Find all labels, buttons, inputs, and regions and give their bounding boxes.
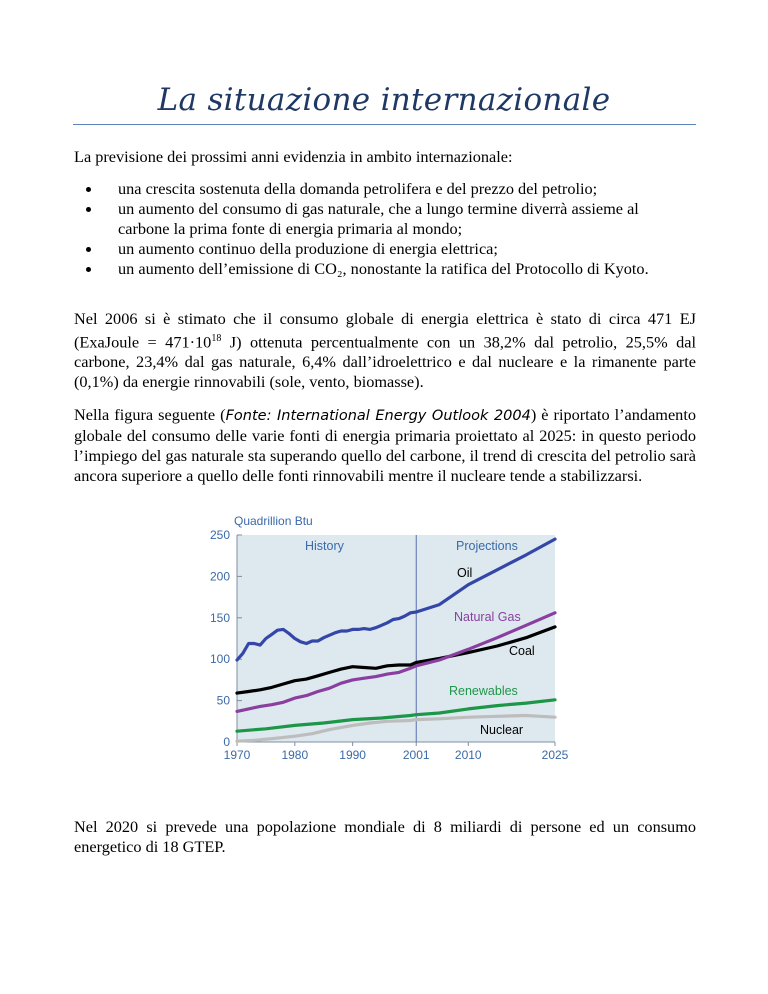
paragraph-consumo-2006	[74, 309, 696, 392]
y-axis-label: Quadrillion Btu	[234, 514, 313, 528]
paragraph-figura	[74, 405, 696, 486]
x-tick-label: 1990	[339, 748, 366, 762]
bullet-dot	[86, 267, 91, 272]
paragraph-text: J) ottenuta percentualmente con un 38,2% dal petrolio, 25,5% dal carbone, 23,4% dal gas naturale, 6,4% dall’idroelettrico e dal nucleare e la rimanente parte (0,1%) da energie rinnovabili (sole, vento, biomasse).	[74, 332, 696, 392]
list-item-text: un aumento dell’emissione di CO₂, nonostante la ratifica del Protocollo di Kyoto.	[118, 259, 649, 278]
list-item	[74, 179, 674, 199]
bullet-dot	[86, 207, 91, 212]
series-label-renewables: Renewables	[449, 684, 518, 698]
y-tick-label: 100	[209, 652, 230, 667]
title-underline	[73, 124, 696, 125]
y-tick-label: 0	[223, 735, 230, 749]
series-label-oil: Oil	[457, 566, 473, 580]
y-tick-label: 200	[209, 569, 230, 584]
y-tick-label: 50	[216, 693, 230, 708]
bullet-dot	[86, 247, 91, 252]
y-tick-label: 150	[209, 610, 230, 625]
intro-text: La previsione dei prossimi anni evidenzia in ambito internazionale:	[74, 147, 513, 166]
y-tick-label: 250	[209, 528, 230, 542]
list-item	[74, 259, 674, 279]
series-label-natural-gas: Natural Gas	[454, 610, 521, 624]
list-item-text: una crescita sostenuta della domanda petrolifera e del prezzo del petrolio;	[118, 179, 598, 198]
list-item	[74, 239, 674, 259]
x-tick-label: 1970	[223, 748, 251, 762]
x-tick-label: 2010	[454, 748, 482, 762]
bullet-dot	[86, 187, 91, 192]
paragraph-text: Nella figura seguente (	[74, 405, 226, 424]
energy-consumption-chart	[200, 510, 580, 768]
exponent: 18	[211, 333, 222, 344]
list-item-text: un aumento continuo della produzione di energia elettrica;	[118, 239, 498, 258]
x-tick-label: 2025	[541, 748, 569, 762]
paragraph-text: ) è riportato l’andamento globale del consumo delle varie fonti di energia primaria proiettato al 2025: in questo periodo l’impiego del gas naturale sta superando quello del carbone, il trend di crescita del petrolio sarà ancora superiore a quello delle fonti rinnovabili mentre il nucleare tende a stabilizzarsi.	[74, 405, 696, 485]
x-tick-label: 2001	[402, 748, 430, 762]
series-label-coal: Coal	[509, 644, 535, 658]
list-item	[74, 199, 674, 239]
list-item-text: un aumento del consumo di gas naturale, che a lungo termine diverrà assieme al carbone la prima fonte di energia primaria al mondo;	[118, 199, 639, 238]
source-citation: Fonte: International Energy Outlook 2004	[225, 408, 531, 424]
paragraph-2020: Nel 2020 si prevede una popolazione mondiale di 8 miliardi di persone ed un consumo energetico di 18 GTEP.	[74, 817, 696, 856]
series-label-nuclear: Nuclear	[480, 723, 524, 737]
paragraph-text: Nel 2006 si è stimato che il consumo globale di energia elettrica è stato di circa 471 EJ (ExaJoule = 471·10	[74, 309, 696, 352]
page-title: La situazione internazionale	[157, 82, 611, 118]
x-tick-label: 1980	[281, 748, 309, 762]
region-label-projections: Projections	[456, 539, 518, 553]
region-label-history: History	[305, 539, 344, 553]
bullet-list	[74, 179, 674, 279]
